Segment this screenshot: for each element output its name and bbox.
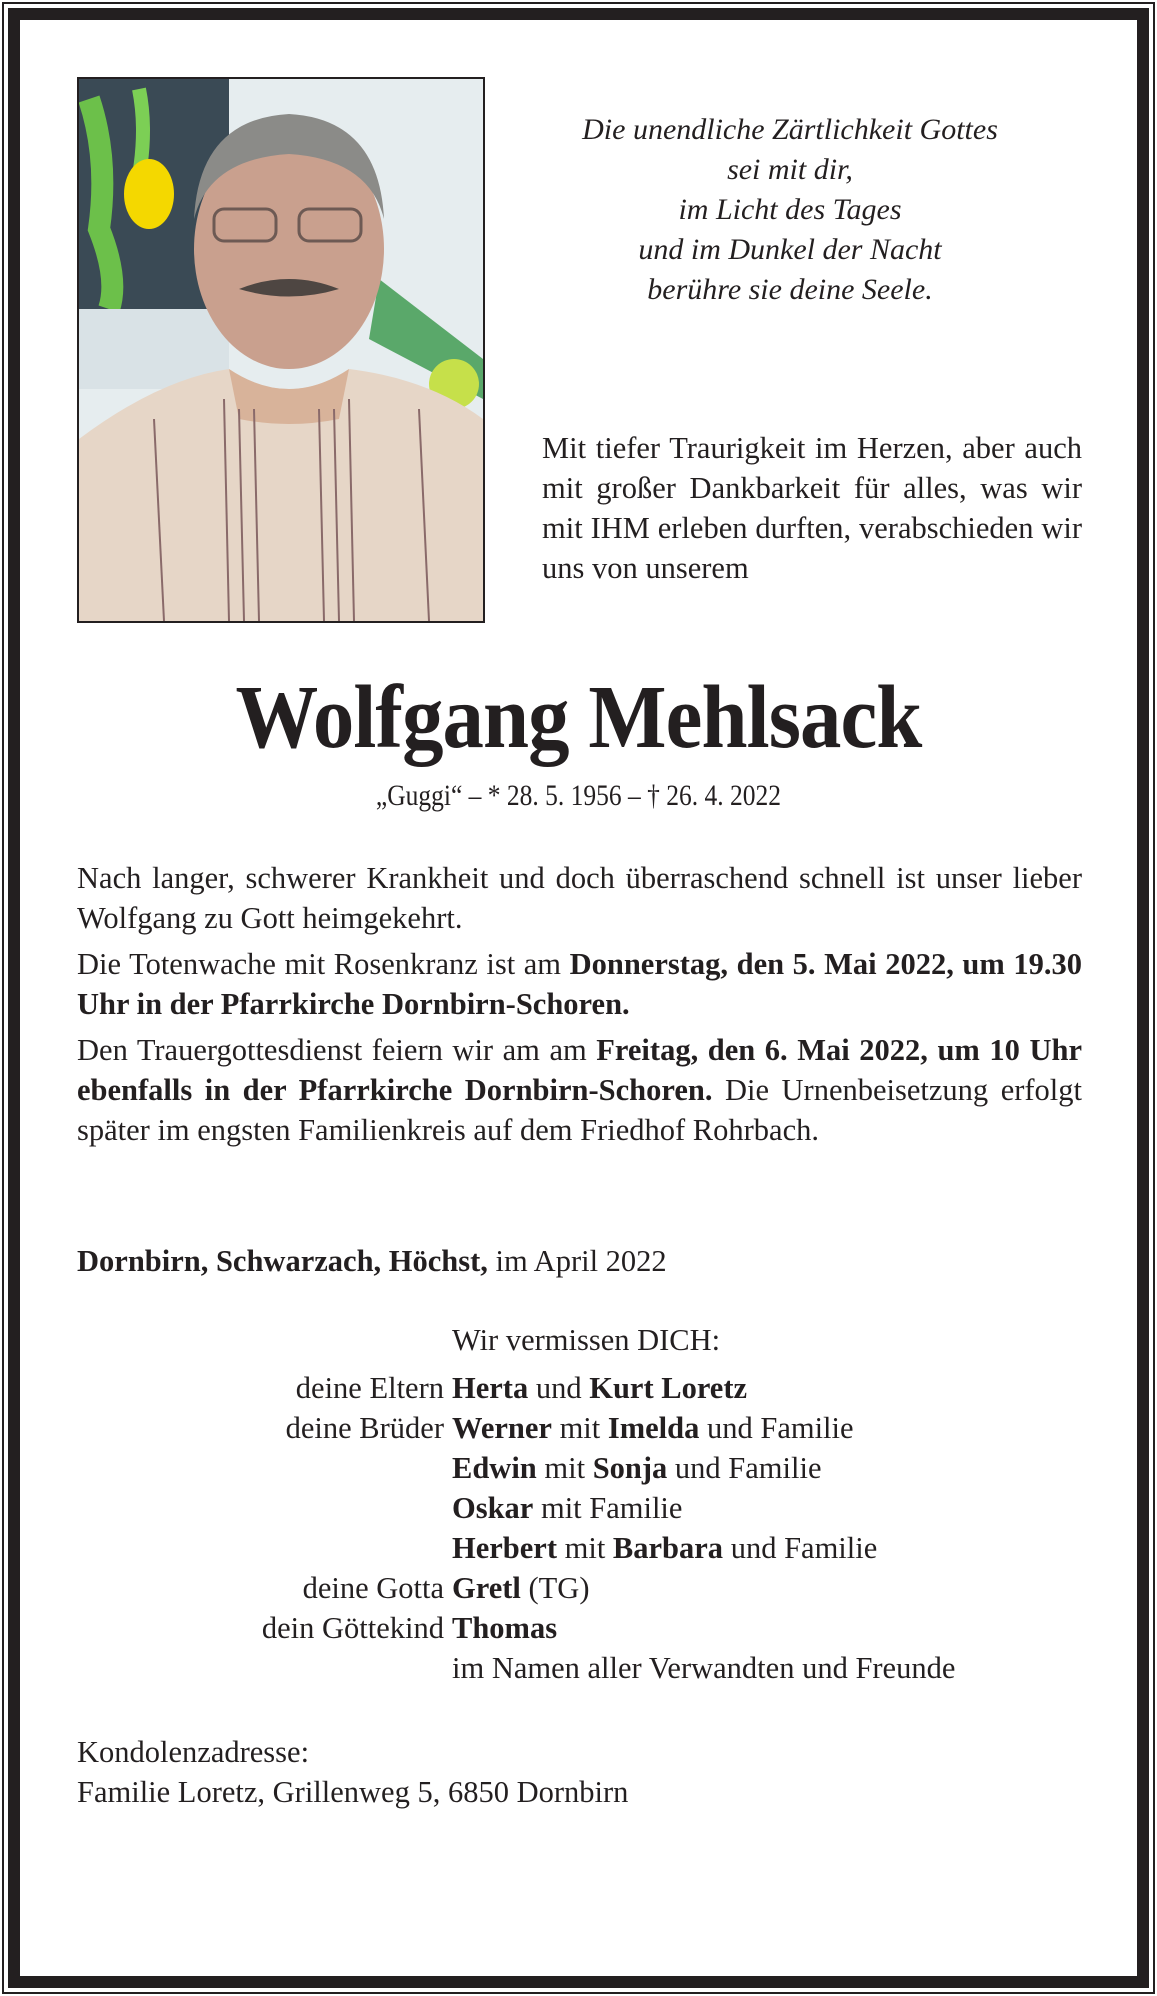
verse-line: Die unendliche Zärtlichkeit Gottes (582, 113, 998, 146)
verse-line: sei mit dir, (727, 153, 853, 186)
relation-names (452, 1568, 1097, 1608)
relation-names (452, 1648, 1097, 1688)
verse-line: berühre sie deine Seele. (647, 273, 933, 306)
announcement-body (77, 858, 1082, 1156)
family-row (77, 1368, 1097, 1408)
relation-label (77, 1528, 452, 1568)
signoff-date: im April 2022 (487, 1244, 667, 1278)
relation-names (452, 1528, 1097, 1568)
signoff-places: Dornbirn, Schwarzach, Höchst, (77, 1244, 488, 1278)
relation-label: deine Gotta (302, 1571, 444, 1605)
person-name: Thomas (452, 1611, 558, 1645)
family-row (77, 1408, 1097, 1448)
person-name: Oskar (452, 1491, 534, 1525)
family-row (77, 1448, 1097, 1488)
burial-info: Die Urnenbeisetzung erfolgt später im engsten Familienkreis auf dem Friedhof Rohrbach. (77, 1073, 1082, 1147)
person-name: Kurt Loretz (589, 1371, 748, 1405)
condolence-address (77, 1732, 628, 1812)
relation-names (452, 1448, 1097, 1488)
portrait-illustration (79, 79, 483, 621)
family-row (77, 1528, 1097, 1568)
family-row (77, 1488, 1097, 1528)
intro-text: Mit tiefer Traurigkeit im Herzen, aber auch mit großer Dankbarkeit für alles, was wir mit IHM erleben durften, verabschieden wir uns von unserem (542, 431, 1082, 585)
person-name: Werner (452, 1411, 552, 1445)
relation-names (452, 1408, 1097, 1448)
connector-text: und Familie (723, 1531, 878, 1565)
family-row (77, 1608, 1097, 1648)
relation-names (452, 1488, 1097, 1528)
condolence-label: Kondolenzadresse: (77, 1735, 310, 1769)
signoff (77, 1241, 667, 1281)
family-rows (77, 1368, 1097, 1688)
relation-label: dein Göttekind (261, 1611, 444, 1645)
connector-text: mit (551, 1411, 608, 1445)
funeral-details: Freitag, den 6. Mai 2022, um 10 Uhr ebenfalls in der Pfarrkirche Dornbirn-Schoren. (77, 1033, 1082, 1107)
connector-text: im Namen aller Verwandten und Freunde (452, 1651, 956, 1685)
person-name: Imelda (607, 1411, 700, 1445)
connector-text: mit Familie (533, 1491, 683, 1525)
connector-text: und (528, 1371, 590, 1405)
person-name: Sonja (592, 1451, 668, 1485)
family-row (77, 1568, 1097, 1608)
verse-line: im Licht des Tages (678, 193, 902, 226)
person-name: Edwin (452, 1451, 537, 1485)
funeral-intro: Den Trauergottesdienst feiern wir am am (77, 1033, 597, 1067)
connector-text: und Familie (699, 1411, 854, 1445)
connector-text: (TG) (520, 1571, 590, 1605)
paragraph-vigil (77, 944, 1082, 1024)
deceased-name: Wolfgang Mehlsack (235, 668, 922, 767)
connector-text: mit (557, 1531, 613, 1565)
life-dates: „Guggi“ – * 28. 5. 1956 – † 26. 4. 2022 (375, 779, 782, 812)
relation-label (77, 1648, 452, 1688)
verse (540, 110, 1040, 310)
paragraph-funeral (77, 1030, 1082, 1150)
connector-text: mit (536, 1451, 593, 1485)
family-list (77, 1320, 1097, 1688)
person-name: Barbara (612, 1531, 724, 1565)
relation-label (77, 1448, 452, 1488)
condolence-address-line: Familie Loretz, Grillenweg 5, 6850 Dornbirn (77, 1775, 629, 1809)
family-heading: Wir vermissen DICH: (452, 1323, 721, 1357)
person-name: Gretl (452, 1571, 521, 1605)
vigil-details: Donnerstag, den 5. Mai 2022, um 19.30 Uhr in der Pfarrkirche Dornbirn-Schoren. (77, 947, 1082, 1021)
person-name: Herbert (452, 1531, 557, 1565)
verse-line: und im Dunkel der Nacht (638, 233, 942, 266)
paragraph-passing: Nach langer, schwerer Krankheit und doch überraschend schnell ist unser lieber Wolfgang zu Gott heimgekehrt. (77, 861, 1082, 935)
relation-label: deine Eltern (295, 1371, 444, 1405)
vigil-intro: Die Totenwache mit Rosenkranz ist am (77, 947, 570, 981)
relation-names (452, 1608, 1097, 1648)
relation-label (77, 1488, 452, 1528)
person-name: Herta (452, 1371, 529, 1405)
portrait-photo (77, 77, 485, 623)
relation-names (452, 1368, 1097, 1408)
relation-label: deine Brüder (285, 1411, 444, 1445)
family-row (77, 1648, 1097, 1688)
connector-text: und Familie (667, 1451, 822, 1485)
